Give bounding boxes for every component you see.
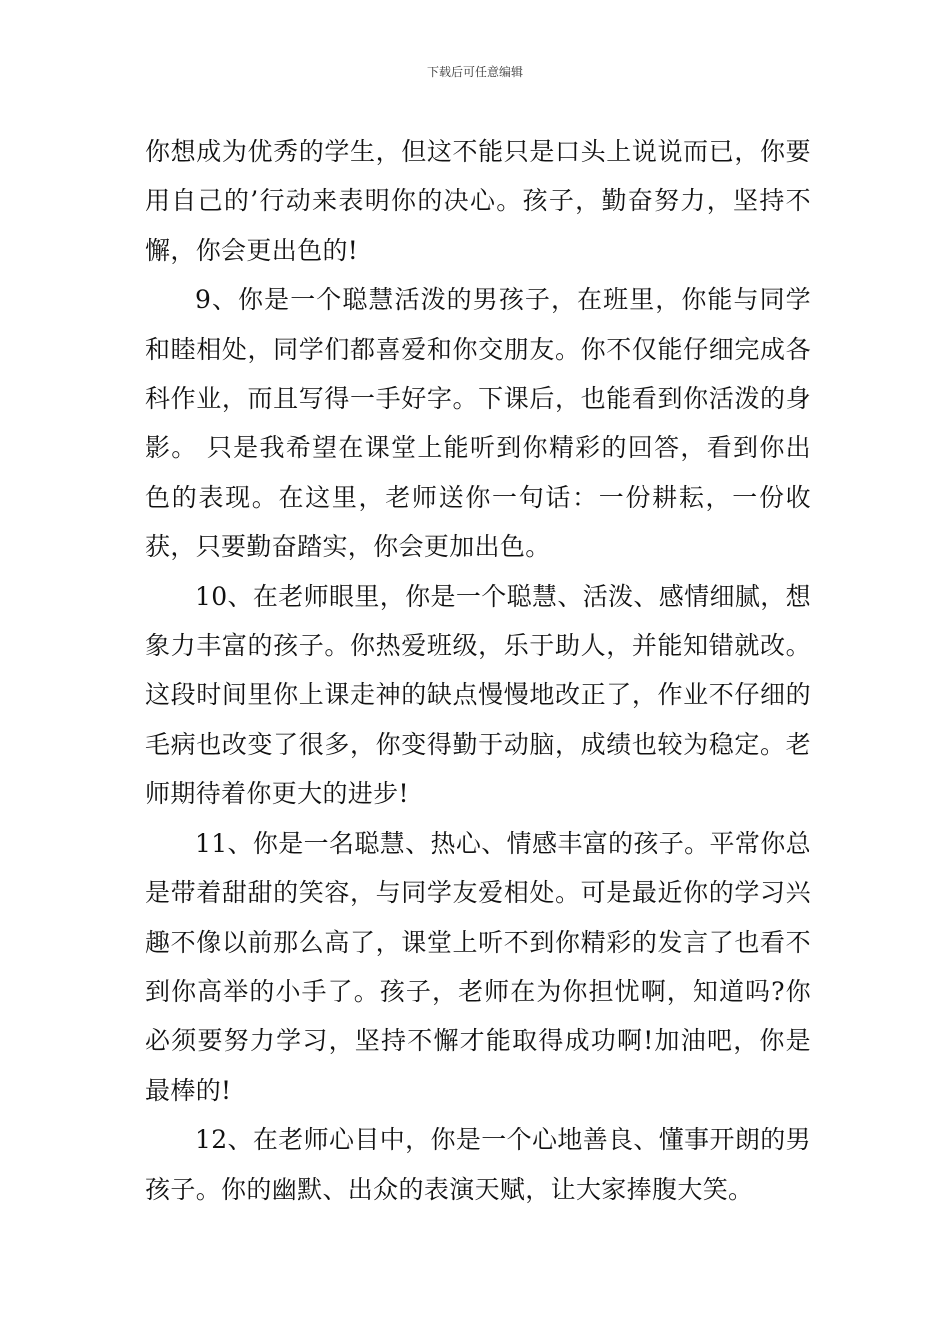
document-body [145, 127, 811, 1214]
paragraph-10: 10、在老师眼里，你是一个聪慧、活泼、感情细腻，想象力丰富的孩子。你热爱班级，乐于助人，并能知错就改。这段时间里你上课走神的缺点慢慢地改正了，作业不仔细的毛病也改变了很多，你变得勤于动脑，成绩也较为稳定。老师期待着你更大的进步! [145, 581, 811, 809]
paragraph-11: 11、你是一名聪慧、热心、情感丰富的孩子。平常你总是带着甜甜的笑容，与同学友爱相处。可是最近你的学习兴趣不像以前那么高了，课堂上听不到你精彩的发言了也看不到你高举的小手了。孩子，老师在为你担忧啊，知道吗?你必须要努力学习，坚持不懈才能取得成功啊!加油吧，你是最棒的! [145, 828, 811, 1105]
page-header: 下载后可任意编辑 [426, 65, 523, 79]
paragraph-9: 9、你是一个聪慧活泼的男孩子，在班里，你能与同学和睦相处，同学们都喜爱和你交朋友。你不仅能仔细完成各科作业，而且写得一手好字。下课后，也能看到你活泼的身影。 只是我希望在课堂上能听到你精彩的回答，看到你出色的表现。在这里，老师送你一句话：一份耕耘，一份收获，只要勤奋踏实，你会更加出色。 [145, 285, 811, 562]
paragraph-intro: 你想成为优秀的学生，但这不能只是口头上说说而已，你要用自己的’行动来表明你的决心。孩子，勤奋努力，坚持不懈，你会更出色的! [145, 137, 811, 265]
paragraph-12: 12、在老师心目中，你是一个心地善良、懂事开朗的男孩子。你的幽默、出众的表演天赋，让大家捧腹大笑。 [145, 1125, 811, 1204]
